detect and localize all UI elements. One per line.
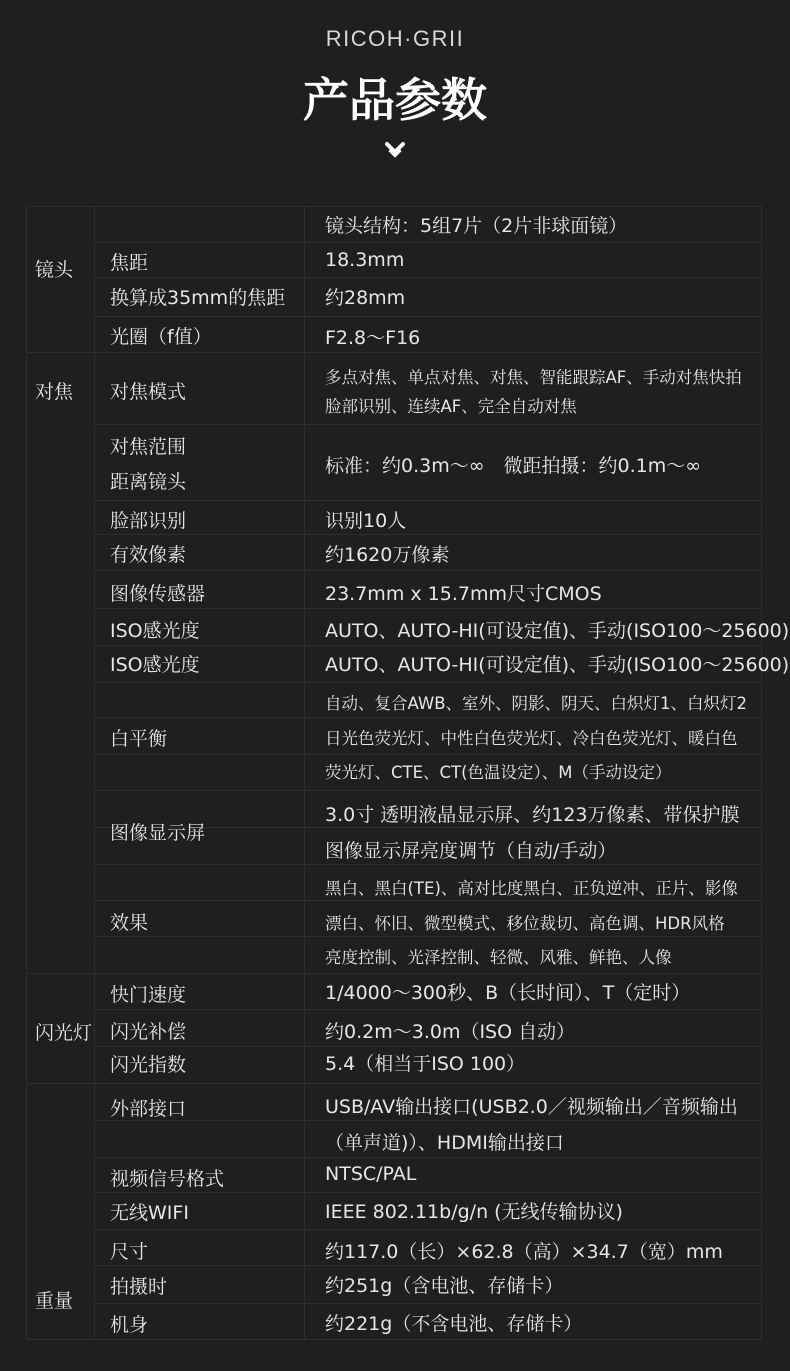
spec-label: 图像传感器 [110,583,206,605]
spec-label: 效果 [110,912,149,934]
spec-label: 无线WIFI [110,1202,189,1224]
spec-value: 图像显示屏亮度调节（自动/手动） [325,840,617,862]
spec-value: 1/4000～300秒、B（长时间）、T（定时） [325,982,691,1004]
spec-label: 距离镜头 [110,471,187,493]
spec-value: 5.4（相当于ISO 100） [325,1053,526,1075]
spec-label: ISO感光度 [110,654,200,676]
spec-label: 视频信号格式 [110,1168,225,1190]
spec-label: 换算成35mm的焦距 [110,287,286,309]
spec-value: 镜头结构：5组7片（2片非球面镜） [325,215,628,237]
spec-value: IEEE 802.11b/g/n (无线传输协议) [325,1201,623,1223]
spec-label: 快门速度 [110,984,187,1006]
spec-label: 图像显示屏 [110,822,206,844]
spec-label: 白平衡 [110,728,168,750]
spec-value: 标准：约0.3m～∞ 微距拍摄：约0.1m～∞ [325,455,702,477]
spec-value: 荧光灯、CTE、CT(色温设定）、M（手动设定） [325,763,672,782]
spec-table [26,206,790,1340]
spec-label: 焦距 [110,252,149,274]
spec-label: 闪光指数 [110,1054,187,1076]
category-flash: 闪光灯 [35,1022,93,1044]
page-title: 产品参数 [303,73,487,127]
category-weight: 重量 [35,1290,74,1312]
spec-label: ISO感光度 [110,620,200,642]
spec-value: 约221g（不含电池、存储卡） [325,1313,583,1335]
spec-value: 3.0寸 透明液晶显示屏、约123万像素、带保护膜 [325,804,740,826]
spec-value: 识别10人 [325,510,407,532]
spec-label: 有效像素 [110,544,187,566]
spec-value: AUTO、AUTO-HI(可设定值)、手动(ISO100～25600) [325,620,790,642]
spec-label: 光圈（f值） [110,326,212,348]
spec-label: 外部接口 [110,1098,187,1120]
spec-value: 约251g（含电池、存储卡） [325,1275,564,1297]
spec-value: 23.7mm x 15.7mm尺寸CMOS [325,583,602,605]
spec-value: 黑白、黑白(TE)、高对比度黑白、正负逆冲、正片、影像 [325,879,738,898]
category-lens: 镜头 [35,259,74,281]
chevron-down-icon [385,139,405,159]
spec-label: 机身 [110,1314,149,1336]
spec-value: 约0.2m～3.0m（ISO 自动） [325,1021,576,1043]
spec-value: NTSC/PAL [325,1163,417,1185]
spec-value: 18.3mm [325,249,405,271]
spec-label: 拍摄时 [110,1276,168,1298]
spec-label: 脸部识别 [110,510,187,532]
spec-label: 对焦范围 [110,436,187,458]
spec-label: 闪光补偿 [110,1021,187,1043]
spec-value: 约28mm [325,287,406,309]
spec-value: 约1620万像素 [325,544,450,566]
spec-value: 日光色荧光灯、中性白色荧光灯、冷白色荧光灯、暖白色 [325,729,738,748]
spec-value: USB/AV输出接口(USB2.0／视频输出／音频输出 [325,1096,738,1118]
spec-value: （单声道)）、HDMI输出接口 [325,1132,564,1154]
spec-value: F2.8～F16 [325,327,421,349]
spec-value: 漂白、怀旧、微型模式、移位裁切、高色调、HDR风格 [325,914,725,933]
brand-logo-text: RICOH·GRII [325,26,465,51]
spec-value: 亮度控制、光泽控制、轻微、风雅、鲜艳、人像 [325,948,672,967]
spec-value: 多点对焦、单点对焦、对焦、智能跟踪AF、手动对焦快拍 [325,368,742,387]
spec-value: 脸部识别、连续AF、完全自动对焦 [325,397,577,416]
category-focus: 对焦 [35,381,74,403]
spec-value: 自动、复合AWB、室外、阴影、阴天、白炽灯1、白炽灯2 [325,694,748,713]
spec-label: 对焦模式 [110,381,187,403]
spec-value: 约117.0（长）×62.8（高）×34.7（宽）mm [325,1241,723,1263]
spec-label: 尺寸 [110,1241,149,1263]
spec-value: AUTO、AUTO-HI(可设定值)、手动(ISO100～25600) [325,654,790,676]
